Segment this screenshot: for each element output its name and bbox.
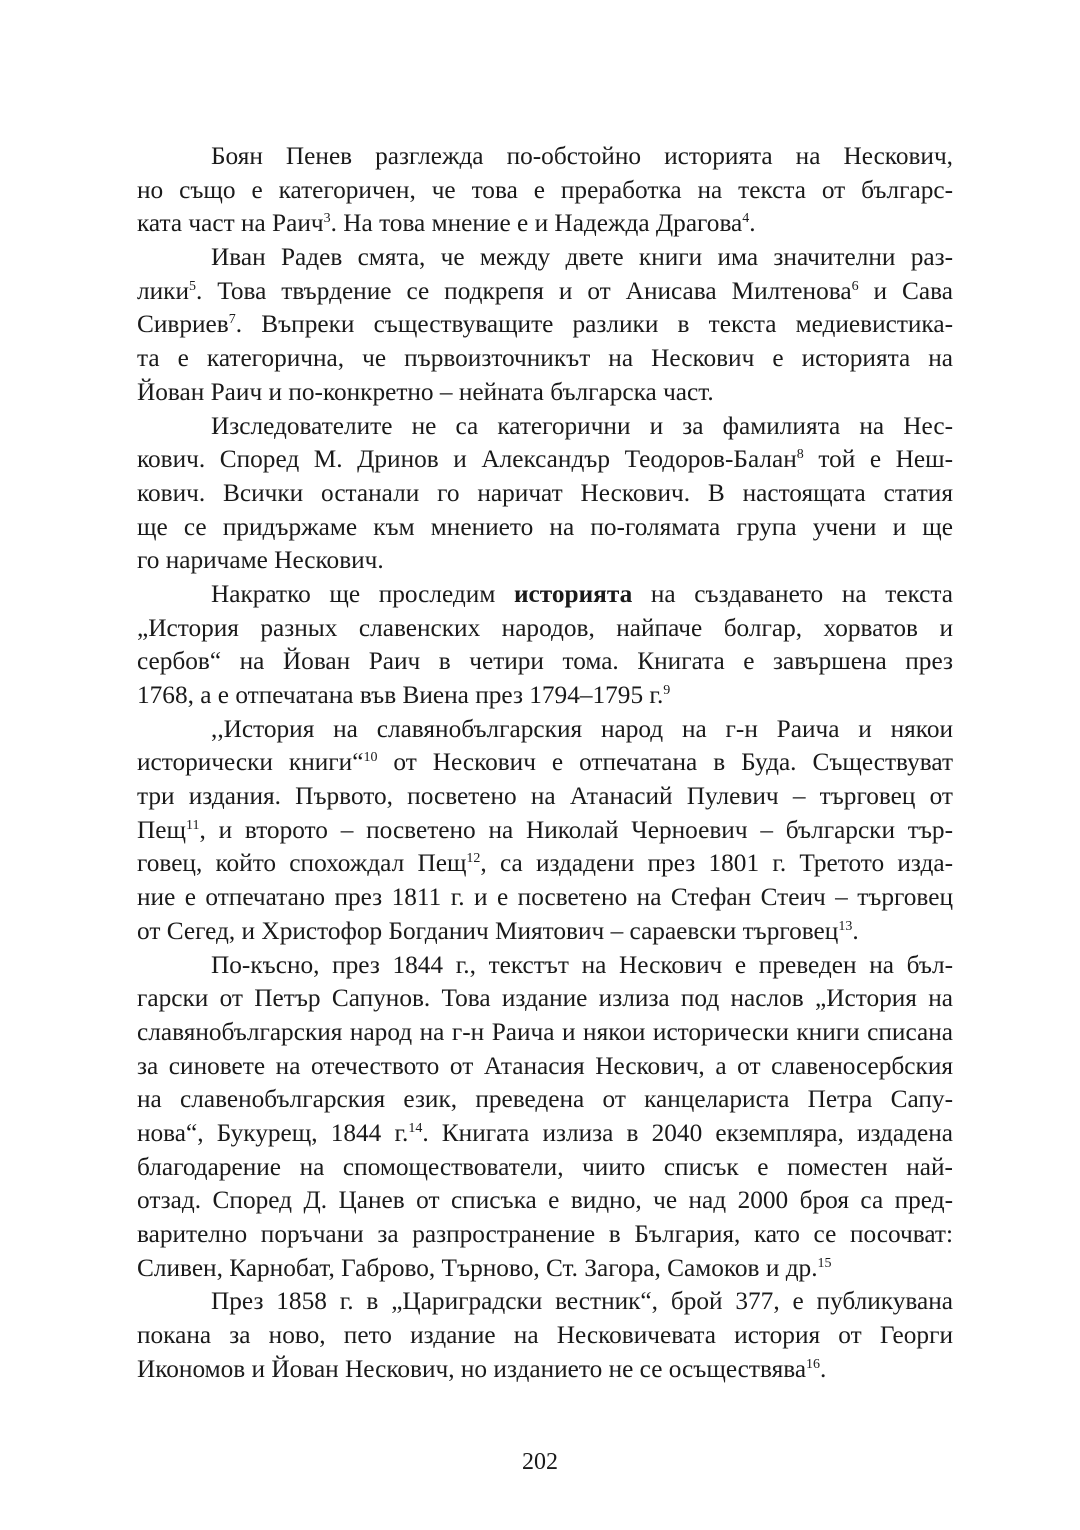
text-line: [137, 1319, 953, 1353]
text-run: . Книгата излиза в 2040 екземпляра, издадена: [422, 1118, 953, 1147]
text-line: [137, 1184, 953, 1218]
page-number: 202: [522, 1449, 558, 1475]
paragraph: [137, 410, 953, 578]
text-line: [137, 746, 953, 780]
text-line: [137, 679, 953, 713]
bold-term: историята: [513, 579, 633, 608]
text-run: от Сегед, и Христофор Богданич Миятович – сараевски търговец: [137, 916, 839, 945]
text-line: [137, 410, 953, 444]
text-line: [137, 1050, 953, 1084]
text-run: благодарение на спомоществователи, чиито списък е поместен най-: [137, 1152, 953, 1181]
footnote-marker: 16: [806, 1356, 821, 1372]
text-run: . Въпреки съществуващите разлики в текста медиевистика-: [235, 310, 953, 339]
text-line: [137, 1353, 953, 1387]
text-run: варително поръчани за разпространение в България, като се посочват:: [137, 1220, 953, 1248]
text-run: сербов“ на Йован Раич в четири тома. Книгата е завършена през: [137, 647, 953, 676]
text-run: нова“, Букурещ, 1844 г.: [137, 1118, 409, 1147]
text-run: славянобългарския народ на г-н Раича и някои исторически книги списана: [137, 1017, 953, 1046]
text-line: [137, 1083, 953, 1117]
text-run: кович. Според М. Дринов и Александър Теодоров-Балан: [137, 445, 797, 474]
text-run: ще се придържаме към мнението на по-голямата група учени и ще: [137, 512, 953, 541]
text-line: [137, 982, 953, 1016]
text-run: покана за ново, пето издание на Несковичевата история от Георги: [137, 1321, 953, 1350]
text-line: [137, 1285, 953, 1319]
text-line: [137, 275, 953, 309]
text-run: „История разных славенских народов, найпаче болгар, хорватов и: [137, 613, 953, 642]
text-run: кович. Всички останали го наричат Нескович. В настоящата статия: [137, 478, 953, 507]
text-line: [137, 915, 953, 949]
text-line: [137, 578, 953, 612]
text-run: ,,История на славянобългарския народ на г-н Раича и някои: [211, 714, 953, 743]
footnote-marker: 3: [323, 211, 331, 227]
text-line: [137, 342, 953, 376]
text-line: [137, 949, 953, 983]
text-line: [137, 814, 953, 848]
text-run: По-късно, през 1844 г., текстът на Нескович е преведен на бъл-: [211, 950, 953, 979]
footnote-marker: 6: [851, 278, 859, 294]
text-run: три издания. Първото, посветено на Атанасий Пулевич – търговец от: [137, 782, 953, 811]
paragraph: [137, 140, 953, 241]
paragraph: [137, 949, 953, 1286]
paragraph: [137, 1285, 953, 1386]
text-run: от Нескович е отпечатана в Буда. Съществуват: [377, 748, 953, 777]
text-run: за синовете на отечеството от Атанасия Нескович, а от славеносербския: [137, 1051, 953, 1080]
text-line: [137, 881, 953, 915]
text-line: [137, 376, 953, 410]
text-run: исторически книги“: [137, 748, 364, 777]
document-body: [137, 140, 953, 1386]
footnote-marker: 12: [466, 851, 481, 867]
text-run: на създаването на текста: [632, 579, 953, 608]
text-run: та е категорична, че първоизточникът на Нескович е историята на: [137, 344, 953, 373]
text-line: [137, 1016, 953, 1050]
text-line: [137, 207, 953, 241]
text-run: През 1858 г. в „Цариградски вестник“, брой 377, е публикувана: [211, 1287, 953, 1316]
text-run: Изследователите не са категорични и за фамилията на Нес-: [211, 411, 953, 440]
text-run: Боян Пенев разглежда по-обстойно историята на Нескович,: [211, 142, 953, 170]
paragraph: [137, 241, 953, 409]
text-run: . Това твърдение се подкрепя и от Анисава Милтенова: [196, 276, 852, 305]
text-run: лики: [137, 276, 189, 305]
footnote-marker: 14: [408, 1120, 423, 1136]
text-line: [137, 241, 953, 275]
text-run: Сливен, Карнобат, Габрово, Търново, Ст. Загора, Самоков и др.: [137, 1253, 818, 1282]
text-run: Накратко ще проследим: [211, 579, 514, 608]
text-line: [137, 443, 953, 477]
text-run: Сивриев: [137, 310, 229, 339]
text-run: на славенобългарския език, преведена от канцелариста Петра Сапу-: [137, 1085, 953, 1114]
text-run: и Сава: [858, 276, 953, 305]
text-run: гарски от Петър Сапунов. Това издание излиза под наслов „История на: [137, 984, 953, 1013]
footnote-marker: 9: [663, 683, 671, 698]
footnote-marker: 13: [838, 918, 853, 934]
text-run: го наричаме Нескович.: [137, 546, 384, 575]
text-run: .: [749, 209, 756, 238]
footnote-marker: 5: [189, 278, 196, 294]
text-line: [137, 477, 953, 511]
text-line: [137, 308, 953, 342]
text-line: [137, 544, 953, 578]
text-run: , и второто – посветено на Николай Черноевич – български тър-: [199, 815, 953, 844]
footnote-marker: 7: [228, 312, 236, 328]
footnote-marker: 11: [185, 817, 200, 833]
text-run: . На това мнение е и Надежда Драгова: [330, 209, 743, 238]
text-run: Йован Раич и по-конкретно – нейната българска част.: [137, 377, 714, 406]
text-run: .: [852, 916, 859, 945]
footnote-marker: 8: [796, 447, 804, 463]
text-line: [137, 1151, 953, 1185]
text-run: говец, който спохождал Пещ: [137, 849, 467, 878]
footnote-marker: 10: [363, 750, 378, 766]
text-line: [137, 847, 953, 881]
footnote-marker: 4: [742, 211, 750, 227]
text-line: [137, 1218, 953, 1252]
text-line: [137, 612, 953, 646]
text-line: [137, 713, 953, 747]
text-run: отзад. Според Д. Цанев от списъка е видно, че над 2000 броя са пред-: [137, 1186, 953, 1215]
text-run: ние е отпечатано през 1811 г. и е посветено на Стефан Стеич – търговец: [137, 883, 953, 912]
text-line: [137, 174, 953, 208]
text-run: но също е категоричен, че това е преработка на текста от българс-: [137, 175, 953, 204]
text-run: ката част на Раич: [137, 209, 324, 238]
text-run: Икономов и Йован Нескович, но изданието не се осъществява: [137, 1354, 807, 1383]
text-line: [137, 780, 953, 814]
footnote-marker: 15: [817, 1255, 832, 1271]
paragraph: [137, 578, 953, 713]
text-run: той е Неш-: [803, 445, 953, 474]
text-run: Иван Радев смята, че между двете книги има значителни раз-: [211, 243, 953, 272]
text-line: [137, 1252, 953, 1286]
text-run: 1768, а е отпечатана във Виена през 1794–1795 г.: [137, 681, 664, 709]
text-line: [137, 1117, 953, 1151]
text-run: .: [820, 1354, 827, 1383]
text-line: [137, 511, 953, 545]
text-line: [137, 140, 953, 174]
text-line: [137, 645, 953, 679]
paragraph: [137, 713, 953, 949]
text-run: , са издадени през 1801 г. Третото изда-: [480, 849, 953, 878]
text-run: Пещ: [137, 815, 186, 844]
